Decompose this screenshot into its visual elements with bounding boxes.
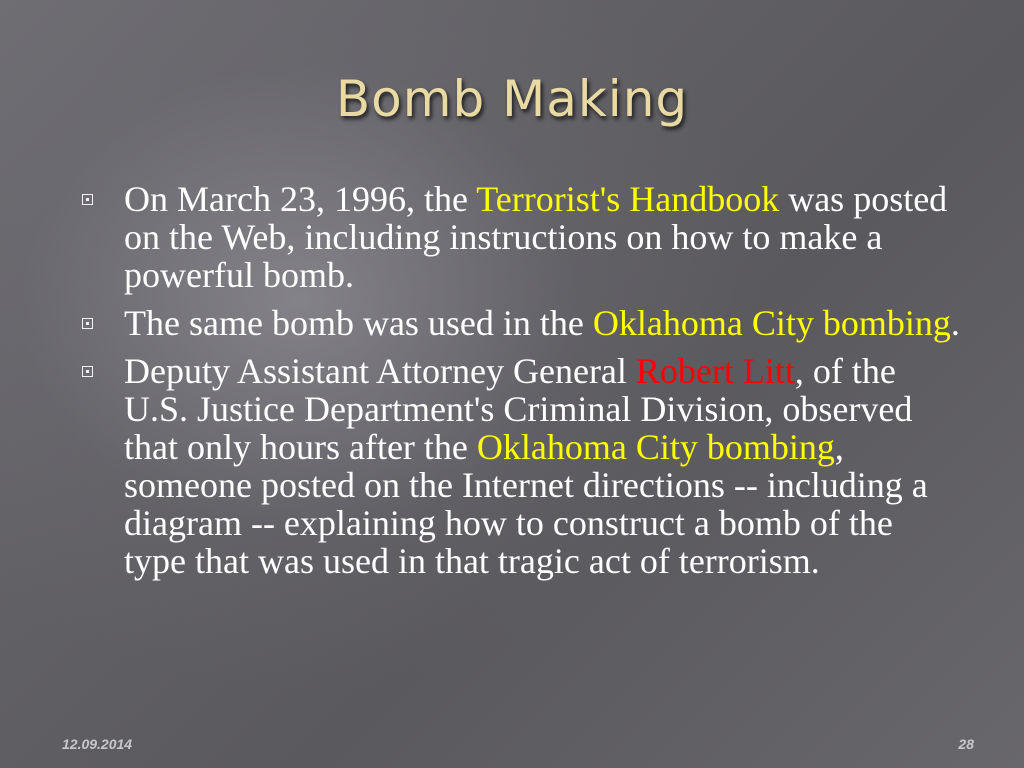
bullet-item [82,304,962,342]
highlight-oklahoma-city-bombing: Oklahoma City bombing [592,303,951,343]
bullet-list [82,180,962,590]
footer-page-number: 28 [958,736,974,752]
bullet-text-normal: was posted on the Web, including instructions on how to make a powerful bomb. [124,179,948,295]
bullet-text-normal: , of the U.S. Justice Department's Criminal Division, observed that only hours after the [124,351,913,467]
highlight-oklahoma-city-bombing: Oklahoma City bombing [476,427,835,467]
slide-title: Bomb Making [335,70,689,128]
bullet-item [82,180,962,294]
square-bullet-icon [82,194,93,205]
bullet-text-normal: Deputy Assistant Attorney General [124,351,636,391]
bullet-text-normal: On March 23, 1996, the [124,179,477,219]
bullet-text-normal: , someone posted on the Internet directions -- including a diagram -- explaining how to construct a bomb of the type that was used in that tragic act of terrorism. [124,427,928,581]
highlight-terrorists-handbook: Terrorist's Handbook [476,179,780,219]
highlight-robert-litt: Robert Litt [635,351,795,391]
square-bullet-icon [82,318,93,329]
bullet-item [82,352,962,580]
bullet-text-normal: The same bomb was used in the [124,303,593,343]
square-bullet-icon [82,366,93,377]
footer-date: 12.09.2014 [62,736,133,752]
bullet-text-normal: . [950,303,960,343]
